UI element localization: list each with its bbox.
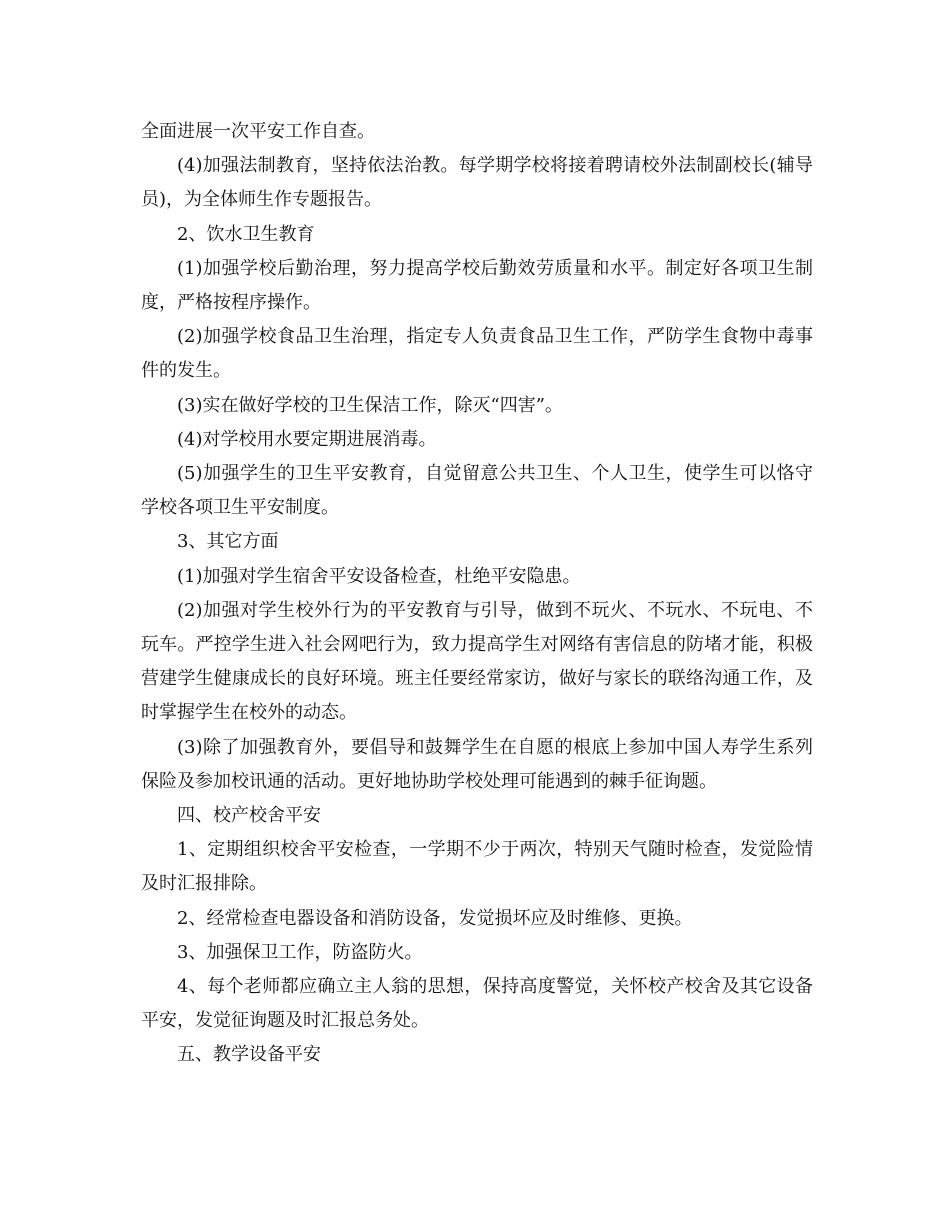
section-heading-other: 3、其它方面 <box>177 531 279 553</box>
section-heading-teaching-equipment: 五、教学设备平安 <box>177 1044 321 1066</box>
paragraph-15: 2、经常检查电器设备和消防设备，发觉损坏应及时维修、更换。 <box>177 907 693 929</box>
paragraph-5: (2)加强学校食品卫生治理，指定专人负责食品卫生工作，严防学生食物中毒事件的发生。 <box>141 326 813 382</box>
section-heading-water-hygiene: 2、饮水卫生教育 <box>177 223 315 245</box>
paragraph-6: (3)实在做好学校的卫生保洁工作，除灭“四害”。 <box>177 394 563 416</box>
paragraph-16: 3、加强保卫工作，防盗防火。 <box>177 941 423 963</box>
paragraph-12: (3)除了加强教育外，要倡导和鼓舞学生在自愿的根底上参加中国人寿学生系列保险及参加校讯通的活动。更好地协助学校处理可能遇到的棘手征询题。 <box>141 736 813 792</box>
paragraph-4: (1)加强学校后勤治理，努力提高学校后勤效劳质量和水平。制定好各项卫生制度，严格按程序操作。 <box>141 257 813 314</box>
paragraph-11: (2)加强对学生校外行为的平安教育与引导，做到不玩火、不玩水、不玩电、不玩车。严控学生进入社会网吧行为，致力提高学生对网络有害信息的防堵才能，积极营建学生健康成长的良好环境。班主任要经常家访，做好与家长的联络沟通工作，及时掌握学生在校外的动态。 <box>141 599 813 724</box>
paragraph-17: 4、每个老师都应确立主人翁的思想，保持高度警觉，关怀校产校舍及其它设备平安，发觉征询题及时汇报总务处。 <box>141 976 813 1032</box>
section-heading-school-property: 四、校产校舍平安 <box>177 805 321 827</box>
paragraph-10: (1)加强对学生宿舍平安设备检查，杜绝平安隐患。 <box>177 565 581 587</box>
document-body <box>141 115 813 1073</box>
paragraph-7: (4)对学校用水要定期进展消毒。 <box>177 428 437 450</box>
paragraph-8: (5)加强学生的卫生平安教育，自觉留意公共卫生、个人卫生，使学生可以恪守学校各项卫生平安制度。 <box>141 463 813 519</box>
paragraph-2: (4)加强法制教育，坚持依法治教。每学期学校将接着聘请校外法制副校长(辅导员)，为全体师生作专题报告。 <box>141 155 813 211</box>
paragraph-14: 1、定期组织校舍平安检查，一学期不少于两次，特别天气随时检查，发觉险情及时汇报排除。 <box>141 839 813 895</box>
paragraph-1: 全面进展一次平安工作自查。 <box>141 121 375 142</box>
